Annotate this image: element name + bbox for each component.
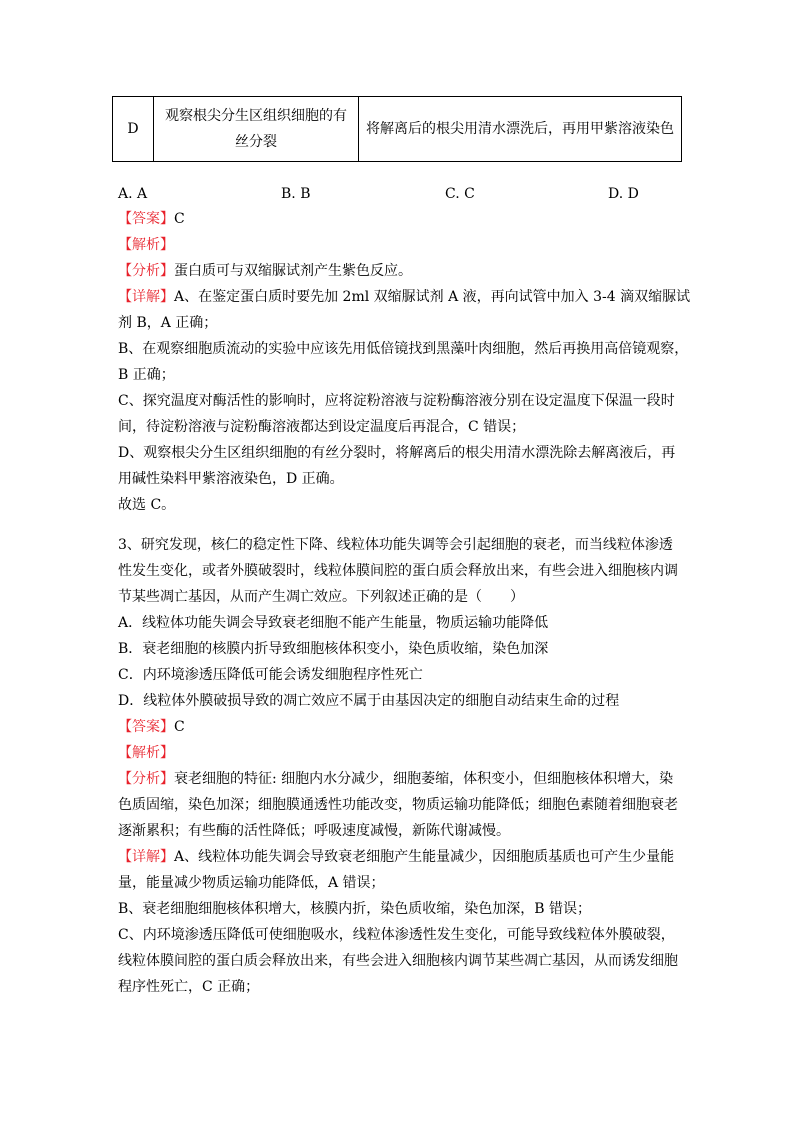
fenxi-cont-line: 色质固缩，染色加深；细胞膜通透性功能改变，物质运输功能降低；细胞色素随着细胞衰老 — [118, 797, 678, 813]
solution-line: 用碱性染料甲紫溶液染色，D 正确。 — [118, 471, 344, 487]
xiangjie-line — [118, 284, 691, 310]
fenxi-tag: 【分析】 — [118, 263, 174, 279]
operation-cell: 将解离后的根尖用清水漂洗后，再用甲紫溶液染色 — [359, 97, 682, 162]
solution-line: C、探究温度对酶活性的影响时，应将淀粉溶液与淀粉酶溶液分别在设定温度下保温一段时 — [118, 393, 675, 409]
q2-choices — [118, 186, 678, 206]
analysis-tag: 【解析】 — [118, 237, 174, 253]
solution-line: 程序性死亡，C 正确； — [118, 979, 260, 995]
fenxi-text: 衰老细胞的特征: 细胞内水分减少，细胞萎缩，体积变小，但细胞核体积增大，染 — [174, 771, 674, 787]
solution-line: 剂 B，A 正确； — [118, 315, 218, 331]
experiment-line-1: 观察根尖分生区组织细胞的有 — [165, 108, 347, 124]
option-b: B．衰老细胞的核膜内折导致细胞核体积变小，染色质收缩，染色加深 — [118, 641, 549, 657]
option-letter-cell: D — [113, 97, 154, 162]
answer-tag: 【答案】 — [118, 211, 174, 227]
solution-line: C、内环境渗透压降低可使细胞吸水，线粒体渗透性发生变化，可能导致线粒体外膜破裂， — [118, 927, 675, 943]
xiangjie-text: A、在鉴定蛋白质时要先加 2ml 双缩脲试剂 A 液，再向试管中加入 3-4 滴双缩脲试 — [174, 289, 691, 305]
xiangjie-line — [118, 844, 686, 870]
question-stem-line: 节某些凋亡基因，从而产生凋亡效应。下列叙述正确的是（ ） — [118, 589, 524, 605]
option-c: C．内环境渗透压降低可能会诱发细胞程序性死亡 — [118, 667, 423, 683]
option-d: D．线粒体外膜破损导致的凋亡效应不属于由基因决定的细胞自动结束生命的过程 — [118, 693, 620, 709]
solution-line: 线粒体膜间腔的蛋白质会释放出来，有些会进入细胞核内调节某些凋亡基因，从而诱发细胞 — [118, 953, 678, 969]
fenxi-line — [118, 258, 686, 284]
choice-c: C. C — [445, 186, 475, 202]
experiment-line-2: 丝分裂 — [235, 134, 277, 150]
solution-line: B、在观察细胞质流动的实验中应该先用低倍镜找到黑藻叶肉细胞，然后再换用高倍镜观察， — [118, 341, 689, 357]
experiment-cell — [154, 97, 359, 162]
fenxi-cont-line: 逐渐累积；有些酶的活性降低；呼吸速度减慢，新陈代谢减慢。 — [118, 823, 510, 839]
answer-value: C — [174, 719, 185, 735]
solution-line: B、衰老细胞细胞核体积增大，核膜内折，染色质收缩，染色加深，B 错误； — [118, 901, 592, 917]
solution-line: 故选 C。 — [118, 497, 176, 513]
xiangjie-text: A、线粒体功能失调会导致衰老细胞产生能量减少，因细胞质基质也可产生少量能 — [174, 849, 675, 865]
q2-solution — [118, 206, 691, 518]
choice-d: D. D — [608, 186, 639, 202]
solution-line: B 正确； — [118, 367, 175, 383]
fenxi-text: 蛋白质可与双缩脲试剂产生紫色反应。 — [174, 263, 412, 279]
fenxi-line — [118, 766, 686, 792]
xiangjie-tag: 【详解】 — [118, 849, 174, 865]
question-stem-line: 3、研究发现，核仁的稳定性下降、线粒体功能失调等会引起细胞的衰老，而当线粒体渗透 — [118, 537, 673, 553]
analysis-tag: 【解析】 — [118, 745, 174, 761]
choice-b: B. B — [281, 186, 311, 202]
answer-value: C — [174, 211, 185, 227]
answer-line — [118, 714, 686, 740]
option-table — [112, 96, 682, 162]
xiangjie-tag: 【详解】 — [118, 289, 174, 305]
table-row — [113, 97, 682, 162]
answer-tag: 【答案】 — [118, 719, 174, 735]
answer-line — [118, 206, 686, 232]
solution-line: D、观察根尖分生区组织细胞的有丝分裂时，将解离后的根尖用清水漂洗除去解离液后，再 — [118, 445, 676, 461]
solution-line: 量，能量减少物质运输功能降低，A 错误； — [118, 875, 385, 891]
solution-line: 间，待淀粉溶液与淀粉酶溶液都达到设定温度后再混合，C 错误； — [118, 419, 526, 435]
q3-question — [118, 532, 686, 1000]
question-stem-line: 性发生变化，或者外膜破裂时，线粒体膜间腔的蛋白质会释放出来，有些会进入细胞核内调 — [118, 563, 678, 579]
option-a: A．线粒体功能失调会导致衰老细胞不能产生能量，物质运输功能降低 — [118, 615, 549, 631]
choice-a: A. A — [118, 186, 148, 202]
fenxi-tag: 【分析】 — [118, 771, 174, 787]
